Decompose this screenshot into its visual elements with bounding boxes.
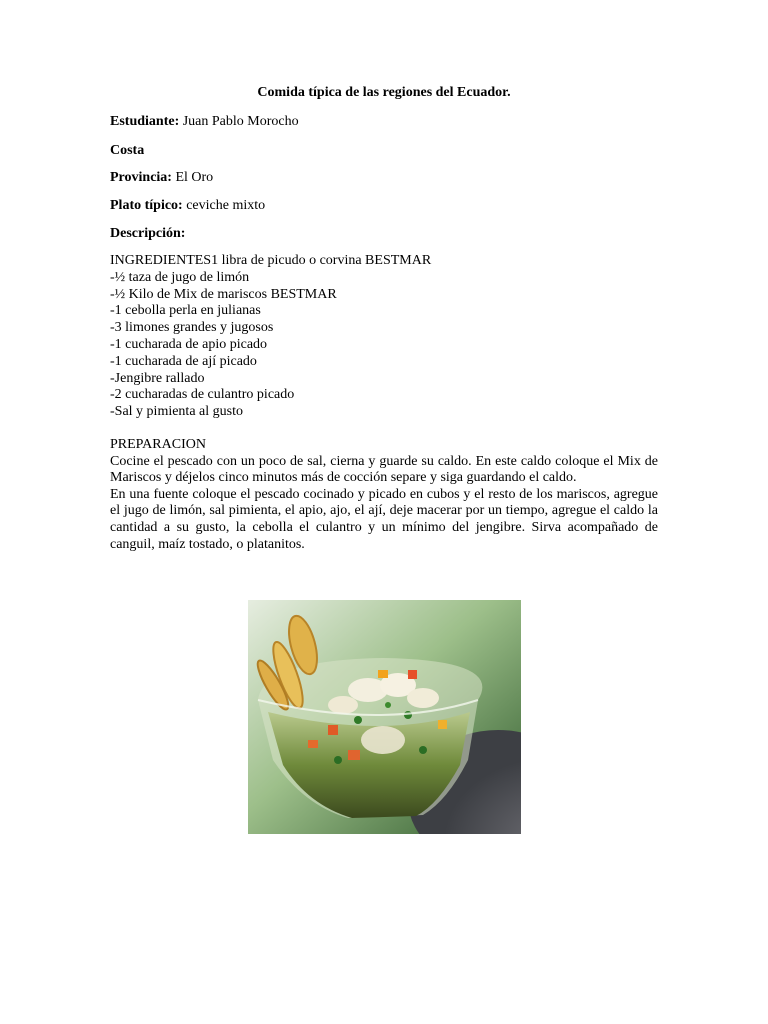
document-title: Comida típica de las regiones del Ecuador. (257, 85, 511, 100)
ingredient-item: -1 cebolla perla en julianas (110, 303, 261, 319)
preparation-heading: PREPARACION (110, 437, 206, 452)
ingredient-item: -1 cucharada de apio picado (110, 336, 268, 352)
ingredient-item: -½ Kilo de Mix de mariscos BESTMAR (110, 286, 337, 302)
region-label: Costa (110, 143, 145, 158)
region-line (110, 143, 144, 159)
dish-label: Plato típico: (110, 198, 183, 213)
ingredient-item: -Jengibre rallado (110, 370, 205, 386)
ceviche-photo (248, 600, 521, 834)
ingredient-item: -Sal y pimienta al gusto (110, 404, 243, 420)
student-value: Juan Pablo Morocho (179, 114, 299, 129)
dish-line (110, 198, 265, 214)
dish-value: ceviche mixto (182, 198, 266, 213)
preparation-section (110, 437, 658, 553)
ingredient-item: INGREDIENTES1 libra de picudo o corvina BESTMAR (110, 253, 432, 268)
province-label: Provincia: (110, 170, 172, 185)
description-label: Descripción: (110, 226, 186, 241)
ingredient-item: -3 limones grandes y jugosos (110, 320, 274, 336)
student-label: Estudiante: (110, 114, 180, 129)
ingredient-item: -1 cucharada de ají picado (110, 353, 257, 369)
description-line (110, 226, 185, 242)
ingredient-item: -2 cucharadas de culantro picado (110, 387, 295, 403)
preparation-paragraph-2: En una fuente coloque el pescado cocinado y picado en cubos y el resto de los mariscos, agregue el jugo de limón, sal pimienta, el apio, ajo, el ají, deje macerar por un tiempo, agregue el caldo la cantidad a su gusto, la cebolla el culantro y un mínimo del jengibre. Sirva acompañado de canguil, maíz tostado, o platanitos. (110, 486, 658, 552)
ingredients-list (110, 253, 670, 421)
preparation-paragraph-1: Cocine el pescado con un poco de sal, cierna y guarde su caldo. En este caldo coloque el Mix de Mariscos y déjelos cinco minutos más de cocción separe y siga guardando el caldo. (110, 453, 658, 486)
student-line (110, 114, 299, 130)
ingredient-item: -½ taza de jugo de limón (110, 269, 250, 285)
province-line (110, 170, 213, 186)
province-value: El Oro (171, 170, 214, 185)
